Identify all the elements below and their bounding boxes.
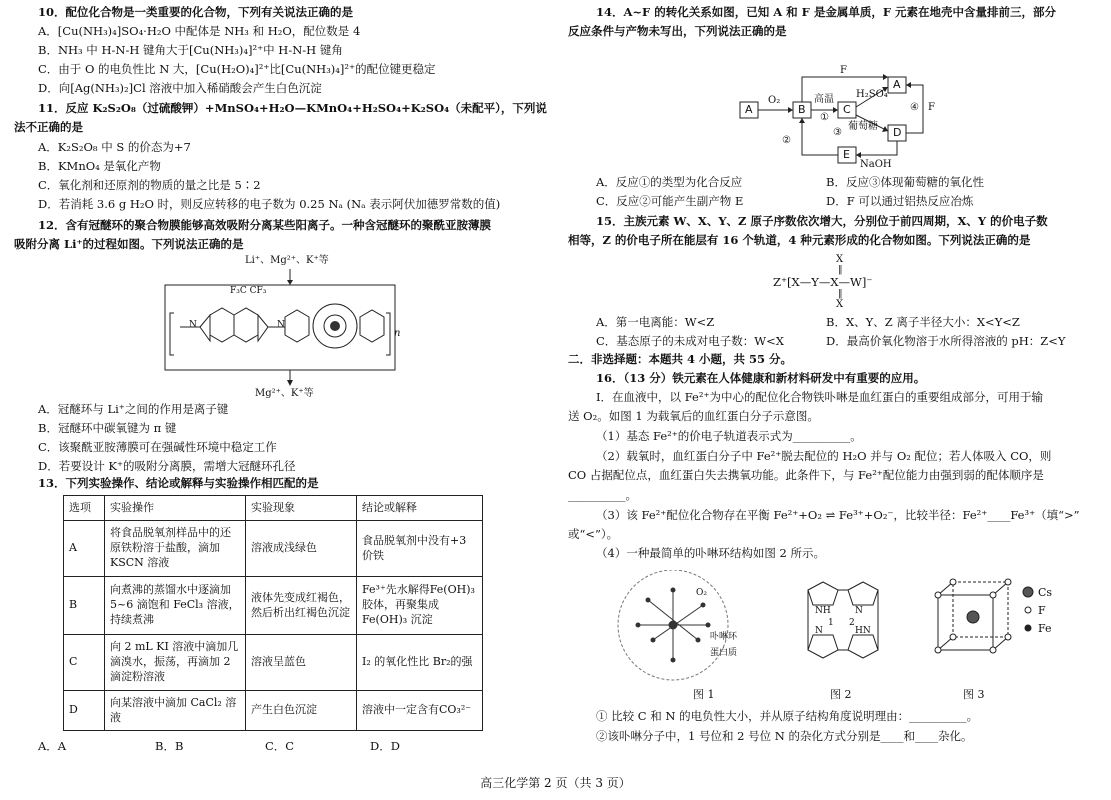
q16-sub3a: （3）该 Fe²⁺配位化合物存在平衡 Fe²⁺+O₂ ⇌ Fe³⁺+O₂⁻，比较半径：Fe²⁺____Fe³⁺（填“>” (596, 508, 1080, 522)
formula-x-bottom: X (836, 299, 844, 310)
table-cell-conclusion: 食品脱氧剂中没有+3 价铁 (357, 521, 483, 577)
q16-question-1: ① 比较 C 和 N 的电负性大小，并从原子结构角度说明理由：__________。 (596, 709, 979, 723)
imide-n-right: N (277, 320, 285, 330)
q12-option-b: B．冠醚环中碳氧键为 π 键 (38, 421, 177, 435)
q11-option-a: A．K₂S₂O₈ 中 S 的价态为+7 (38, 140, 191, 154)
box-a2: A (893, 78, 901, 91)
fig2-hn-label: HN (855, 626, 871, 636)
q14-stem-1: 14．A~F 的转化关系如图，已知 A 和 F 是金属单质，F 元素在地壳中含量排前三，部分 (596, 5, 1056, 19)
polyimide-membrane-figure (160, 255, 420, 405)
box-d: D (893, 126, 902, 139)
q15-option-d: D．最高价氧化物溶于水所得溶液的 pH：Z<Y (826, 334, 1066, 348)
label-f-top: F (840, 65, 847, 76)
q13-choice-d: D．D (370, 739, 400, 753)
q10-option-a: A．[Cu(NH₃)₄]SO₄·H₂O 中配体是 NH₃ 和 H₂O，配位数是 4 (38, 24, 361, 38)
q16-stem: 16．（13 分）铁元素在人体健康和新材料研发中有重要的应用。 (596, 371, 926, 385)
q11-option-b: B．KMnO₄ 是氧化产物 (38, 159, 161, 173)
box-e: E (843, 148, 850, 161)
q15-option-c: C．基态原子的未成对电子数：W<X (596, 334, 784, 348)
q13-choice-a: A．A (38, 739, 67, 753)
q11-stem-2: 法不正确的是 (14, 120, 83, 134)
legend-cs: Cs (1038, 586, 1053, 599)
table-row (64, 635, 483, 691)
q15-stem-2: 相等，Z 的价电子所在能层有 16 个轨道，4 种元素形成的化合物如图。下列说法正确的是 (568, 233, 1031, 247)
q15-stem-1: 15．主族元素 W、X、Y、Z 原子序数依次增大，分别位于前四周期，X、Y 的价电子数 (596, 214, 1048, 228)
fig3-caption: 图 3 (963, 688, 985, 701)
q15-option-a: A．第一电离能：W<Z (596, 315, 715, 329)
imide-n-left: N (189, 320, 197, 330)
q16-sub2b: CO 占据配位点，血红蛋白失去携氧功能。此条件下，与 Fe²⁺配位能力由强到弱的配体顺序是 (568, 468, 1044, 482)
table-row (64, 521, 483, 577)
table-header: 选项 (64, 496, 105, 521)
q16-sub3b: 或“<”）。 (568, 527, 619, 541)
q16-part1: I．在血液中，以 Fe²⁺为中心的配位化合物铁卟啉是血红蛋白的重要组成部分，可用于输 (596, 390, 1044, 404)
q11-option-c: C．氧化剂和还原剂的物质的量之比是 5∶2 (38, 178, 261, 192)
q16-figures (608, 570, 1088, 705)
table-cell-option: A (64, 521, 105, 577)
n-subscript-label: n (394, 328, 401, 339)
q12-stem-1: 12．含有冠醚环的聚合物膜能够高效吸附分离某些阳离子。一种含冠醚环的聚酰亚胺薄膜 (38, 218, 491, 232)
table-cell-option: D (64, 691, 105, 731)
q13-choice-b: B．B (155, 739, 184, 753)
cf3-label: F₃C CF₃ (230, 286, 267, 296)
q12-option-a: A．冠醚环与 Li⁺之间的作用是离子键 (38, 402, 229, 416)
ions-top-label: Li⁺、Mg²⁺、K⁺等 (245, 255, 329, 266)
polymer-structure-svg (160, 255, 420, 405)
fig1-protein-label: 蛋白质 (710, 648, 738, 658)
formula-x-top: X (836, 254, 844, 265)
q14-option-d: D．F 可以通过铝热反应冶炼 (826, 194, 974, 208)
table-cell-phenomenon: 产生白色沉淀 (246, 691, 357, 731)
label-circle-1: ① (820, 112, 829, 123)
table-header: 实验现象 (246, 496, 357, 521)
table-cell-phenomenon: 液体先变成红褐色，然后析出红褐色沉淀 (246, 577, 357, 635)
table-cell-operation: 向 2 mL KI 溶液中滴加几滴溴水，振荡，再滴加 2 滴淀粉溶液 (105, 635, 246, 691)
q14-option-c: C．反应②可能产生副产物 E (596, 194, 744, 208)
q10-option-d: D．向[Ag(NH₃)₂]Cl 溶液中加入稀硝酸会产生白色沉淀 (38, 81, 322, 95)
table-header-row (64, 496, 483, 521)
table-cell-phenomenon: 溶液成浅绿色 (246, 521, 357, 577)
q13-choice-c: C．C (265, 739, 295, 753)
label-circle-4: ④ (910, 102, 919, 113)
box-b: B (798, 103, 806, 116)
label-naoh: NaOH (860, 159, 892, 170)
table-header: 实验操作 (105, 496, 246, 521)
label-h2so4: H₂SO₄ (856, 89, 888, 100)
table-cell-operation: 向煮沸的蒸馏水中逐滴加5~6 滴饱和 FeCl₃ 溶液，持续煮沸 (105, 577, 246, 635)
q11-option-d: D．若消耗 3.6 g H₂O 时，则反应转移的电子数为 0.25 Nₐ (Nₐ 表示阿伏加德罗常数的值) (38, 197, 501, 211)
fig1-caption: 图 1 (693, 688, 715, 701)
fig2-position-2: 2 (849, 618, 855, 628)
q16-sub2c: __________。 (568, 488, 637, 502)
q10-option-b: B．NH₃ 中 H-N-H 键角大于[Cu(NH₃)₄]²⁺中 H-N-H 键角 (38, 43, 343, 57)
q12-option-d: D．若要设计 K⁺的吸附分离膜，需增大冠醚环孔径 (38, 459, 296, 473)
label-o2: O₂ (768, 95, 781, 106)
q14-reaction-diagram (738, 55, 958, 170)
fig1-o2-label: O₂ (696, 588, 707, 598)
table-row (64, 577, 483, 635)
q16-sub1: （1）基态 Fe²⁺的价电子轨道表示式为__________。 (596, 429, 862, 443)
q14-option-a: A．反应①的类型为化合反应 (596, 175, 743, 189)
table-cell-conclusion: Fe³⁺先水解得Fe(OH)₃ 胶体，再聚集成 Fe(OH)₃ 沉淀 (357, 577, 483, 635)
label-f-right: F (928, 102, 935, 113)
q12-stem-2: 吸附分离 Li⁺的过程如图。下列说法正确的是 (14, 237, 244, 251)
q13-stem: 13．下列实验操作、结论或解释与实验操作相匹配的是 (38, 476, 319, 490)
label-circle-3: ③ (833, 127, 842, 138)
fig2-n-label-top: N (855, 606, 863, 616)
table-header: 结论或解释 (357, 496, 483, 521)
page-footer: 高三化学第 2 页（共 3 页） (480, 776, 631, 790)
table-cell-operation: 将食品脱氧剂样品中的还原铁粉溶于盐酸，滴加KSCN 溶液 (105, 521, 246, 577)
label-circle-2: ② (782, 135, 791, 146)
box-c: C (843, 103, 851, 116)
q14-stem-2: 反应条件与产物未写出，下列说法正确的是 (568, 24, 787, 38)
q11-stem-1: 11．反应 K₂S₂O₈（过硫酸钾）+MnSO₄+H₂O—KMnO₄+H₂SO₄+K₂SO₄（未配平），下列说 (38, 101, 547, 115)
table-cell-option: C (64, 635, 105, 691)
double-bond-top: ‖ (838, 265, 843, 275)
fig2-caption: 图 2 (830, 688, 852, 701)
q16-sub4: （4）一种最简单的卟啉环结构如图 2 所示。 (596, 546, 825, 560)
q16-part1b: 送 O₂。如图 1 为载氧后的血红蛋白分子示意图。 (568, 409, 819, 423)
q16-sub2a: （2）载氧时，血红蛋白分子中 Fe²⁺脱去配位的 H₂O 并与 O₂ 配位；若人体吸入 CO，则 (596, 449, 1052, 463)
q15-option-b: B．X、Y、Z 离子半径大小：X<Y<Z (826, 315, 1020, 329)
q13-experiment-table (63, 495, 483, 731)
fig2-n-label-bottom: N (815, 626, 823, 636)
q10-stem: 10．配位化合物是一类重要的化合物，下列有关说法正确的是 (38, 5, 354, 19)
q10-option-c: C．由于 O 的电负性比 N 大，[Cu(H₂O)₄]²⁺比[Cu(NH₃)₄]²⁺的配位键更稳定 (38, 62, 436, 76)
label-glucose: 葡萄糖 (848, 121, 878, 132)
section-2-heading: 二．非选择题：本题共 4 小题，共 55 分。 (568, 352, 793, 366)
legend-f: F (1038, 604, 1046, 617)
box-a: A (745, 103, 753, 116)
table-cell-conclusion: 溶液中一定含有CO₃²⁻ (357, 691, 483, 731)
table-row (64, 691, 483, 731)
ions-bottom-label: Mg²⁺、K⁺等 (255, 388, 314, 399)
table-cell-operation: 向某溶液中滴加 CaCl₂ 溶液 (105, 691, 246, 731)
compound-formula: Z⁺[X—Y—X—W]⁻ (773, 275, 873, 289)
legend-fe: Fe (1038, 622, 1052, 635)
q16-question-2: ②该卟啉分子中，1 号位和 2 号位 N 的杂化方式分别是____和____杂化。 (596, 729, 973, 743)
fig1-ring-label: 卟啉环 (710, 632, 738, 642)
label-high-temp: 高温 (814, 94, 834, 105)
double-bond-bottom: ‖ (838, 289, 843, 299)
q14-option-b: B．反应③体现葡萄糖的氧化性 (826, 175, 984, 189)
figures-svg (608, 570, 1088, 685)
table-cell-option: B (64, 577, 105, 635)
fig2-position-1: 1 (828, 618, 834, 628)
q12-option-c: C．该聚酰亚胺薄膜可在强碱性环境中稳定工作 (38, 440, 277, 454)
table-cell-phenomenon: 溶液呈蓝色 (246, 635, 357, 691)
fig2-nh-label: NH (815, 606, 831, 616)
table-cell-conclusion: I₂ 的氧化性比 Br₂的强 (357, 635, 483, 691)
